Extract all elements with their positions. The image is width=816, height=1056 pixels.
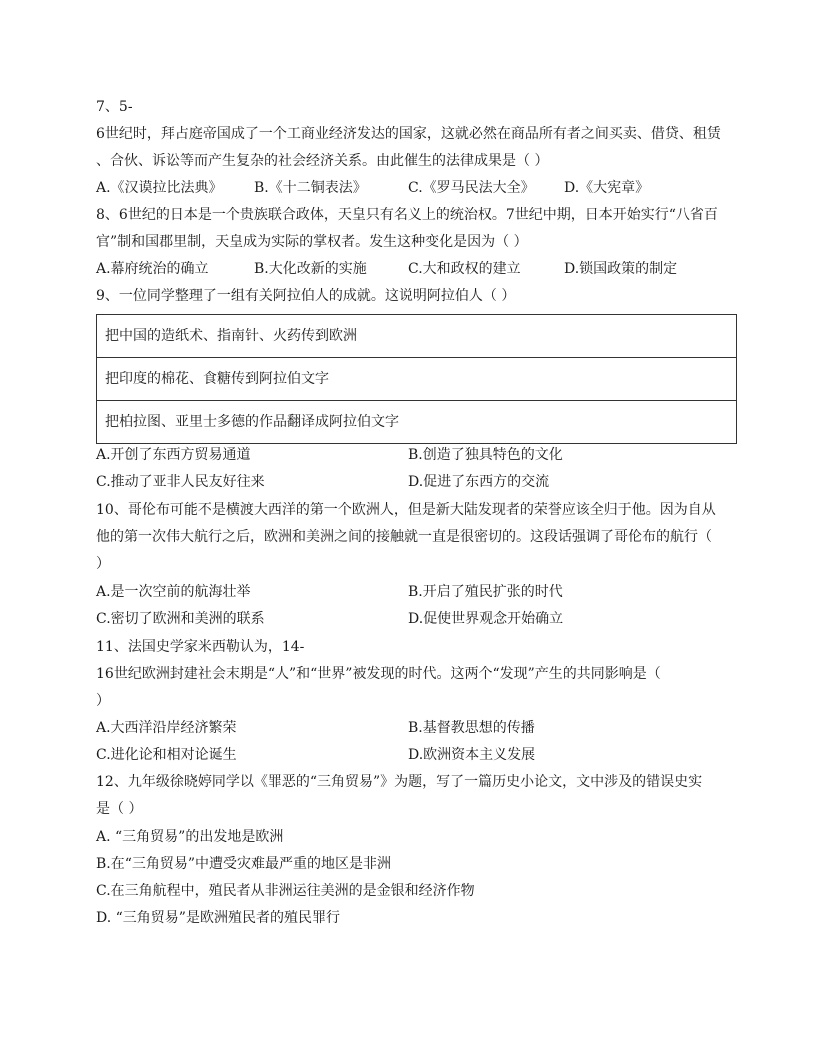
q10-option-d: D.促使世界观念开始确立 (408, 611, 564, 627)
q12-option-a: A. “三角贸易”的出发地是欧洲 (96, 829, 284, 845)
q11-stem-line2: 16世纪欧洲封建社会末期是“人”和“世界”被发现的时代。这两个“发现”产生的共同影响是（ (96, 666, 661, 682)
q12-stem-line2: 是（ ） (96, 801, 143, 817)
q7-option-a: A.《汉谟拉比法典》 (96, 180, 223, 196)
q7-options (96, 177, 649, 199)
q8-option-b: B.大化改新的实施 (254, 261, 367, 277)
q8-option-a: A.幕府统治的确立 (96, 261, 209, 277)
q10-option-b: B.开启了殖民扩张的时代 (408, 584, 563, 600)
q11-option-c: C.进化论和相对论诞生 (96, 747, 237, 763)
table-row (97, 401, 737, 444)
q8-stem-line2: 官”制和国郡里制，天皇成为实际的掌权者。发生这种变化是因为（ ） (96, 234, 528, 250)
table-cell: 把中国的造纸术、指南针、火药传到欧洲 (97, 315, 737, 358)
q12-option-b: B.在“三角贸易”中遭受灾难最严重的地区是非洲 (96, 856, 392, 872)
q10-option-a: A.是一次空前的航海壮举 (96, 584, 251, 600)
q7-option-b: B.《十二铜表法》 (254, 180, 367, 196)
q8-stem-line1: 8、6世纪的日本是一个贵族联合政体，天皇只有名义上的统治权。7世纪中期，日本开始实行“八省百 (96, 207, 718, 223)
q7-number: 7、5- (96, 99, 133, 115)
q11-option-d: D.欧洲资本主义发展 (408, 747, 536, 763)
q9-option-c: C.推动了亚非人民友好往来 (96, 474, 265, 490)
table-cell: 把印度的棉花、食糖传到阿拉伯文字 (97, 358, 737, 401)
q7-stem-line2: 、合伙、诉讼等而产生复杂的社会经济关系。由此催生的法律成果是（ ） (96, 153, 549, 169)
q10-option-c: C.密切了欧洲和美洲的联系 (96, 611, 265, 627)
q12-option-c: C.在三角航程中，殖民者从非洲运往美洲的是金银和经济作物 (96, 883, 475, 899)
q11-stem-line3: ） (96, 693, 110, 709)
q11-stem-line1: 11、法国史学家米西勒认为，14- (96, 639, 305, 655)
q12-stem-line1: 12、九年级徐晓婷同学以《罪恶的“三角贸易”》为题，写了一篇历史小论文，文中涉及的错误史实 (96, 774, 703, 790)
q9-option-a: A.开创了东西方贸易通道 (96, 447, 251, 463)
q10-stem-line2: 他的第一次伟大航行之后，欧洲和美洲之间的接触就一直是很密切的。这段话强调了哥伦布的航行（ (96, 529, 712, 545)
q7-stem-line1: 6世纪时，拜占庭帝国成了一个工商业经济发达的国家，这就必然在商品所有者之间买卖、借贷、租赁 (96, 126, 721, 142)
q10-stem-line3: ） (96, 556, 110, 572)
q8-options (96, 258, 677, 280)
q9-achievements-table (96, 314, 737, 444)
q10-stem-line1: 10、哥伦布可能不是横渡大西洋的第一个欧洲人，但是新大陆发现者的荣誉应该全归于他。因为自从 (96, 502, 716, 518)
q7-option-c: C.《罗马民法大全》 (408, 180, 535, 196)
q11-option-b: B.基督教思想的传播 (408, 720, 535, 736)
table-row (97, 315, 737, 358)
q9-option-b: B.创造了独具特色的文化 (408, 447, 563, 463)
q8-option-d: D.锁国政策的制定 (564, 261, 678, 277)
q7-option-d: D.《大宪章》 (564, 180, 650, 196)
q9-stem: 9、一位同学整理了一组有关阿拉伯人的成就。这说明阿拉伯人（ ） (96, 288, 516, 304)
table-row (97, 358, 737, 401)
q9-option-d: D.促进了东西方的交流 (408, 474, 550, 490)
q12-option-d: D. “三角贸易”是欧洲殖民者的殖民罪行 (96, 910, 340, 926)
q8-option-c: C.大和政权的建立 (408, 261, 521, 277)
table-cell: 把柏拉图、亚里士多德的作品翻译成阿拉伯文字 (97, 401, 737, 444)
q11-option-a: A.大西洋沿岸经济繁荣 (96, 720, 237, 736)
